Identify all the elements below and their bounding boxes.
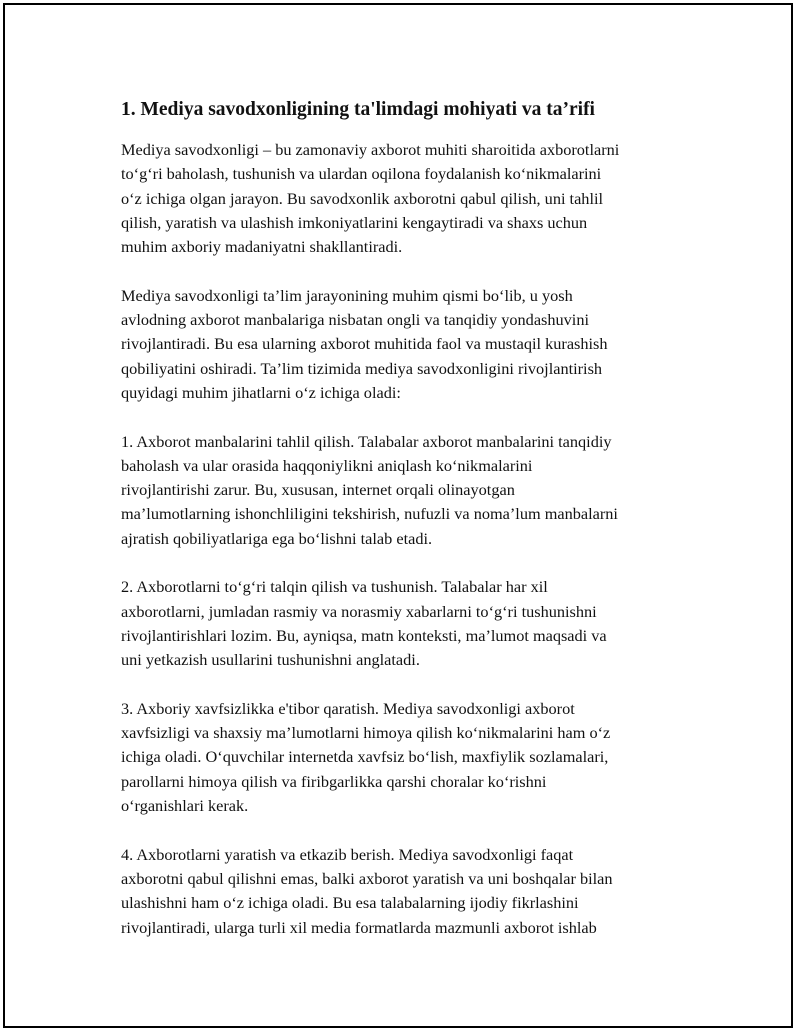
text-line: rivojlantiradi. Bu esa ularning axborot muhitida faol va mustaqil kurashish bbox=[121, 334, 608, 354]
text-line: ulashishni ham o‘z ichiga oladi. Bu esa talabalarning ijodiy fikrlashini bbox=[121, 893, 579, 913]
text-line: muhim axboriy madaniyatni shakllantiradi. bbox=[121, 237, 403, 257]
section-heading: 1. Mediya savodxonligining ta'limdagi mohiyati va ta’rifi bbox=[121, 99, 595, 120]
text-line: Mediya savodxonligi ta’lim jarayonining muhim qismi bo‘lib, u yosh bbox=[121, 285, 573, 305]
paragraph-point-2 bbox=[121, 575, 691, 672]
paragraph-point-1 bbox=[121, 430, 691, 551]
text-line: avlodning axborot manbalariga nisbatan ongli va tanqidiy yondashuvini bbox=[121, 310, 589, 330]
text-line: 3. Axboriy xavfsizlikka e'tibor qaratish. Mediya savodxonligi axborot bbox=[121, 698, 575, 718]
text-line: quyidagi muhim jihatlarni o‘z ichiga oladi: bbox=[121, 382, 401, 402]
paragraph-education-role bbox=[121, 284, 691, 405]
paragraph-point-4 bbox=[121, 843, 691, 940]
document-page bbox=[3, 3, 793, 1028]
document-body bbox=[121, 97, 691, 964]
text-line: ajratish qobiliyatlariga ega bo‘lishni talab etadi. bbox=[121, 528, 433, 548]
text-line: axborotni qabul qilishni emas, balki axborot yaratish va uni boshqalar bilan bbox=[121, 868, 613, 888]
text-line: Mediya savodxonligi – bu zamonaviy axborot muhiti sharoitida axborotlarni bbox=[121, 140, 620, 159]
text-line: 1. Axborot manbalarini tahlil qilish. Talabalar axborot manbalarini tanqidiy bbox=[121, 431, 612, 451]
text-line: o‘rganishlari kerak. bbox=[121, 796, 249, 816]
paragraph-point-3 bbox=[121, 697, 691, 818]
text-line: xavfsizligi va shaxsiy ma’lumotlarni himoya qilish ko‘nikmalarini ham o‘z bbox=[121, 723, 611, 743]
text-line: uni yetkazish usullarini tushunishni anglatadi. bbox=[121, 650, 420, 670]
paragraph-definition bbox=[121, 138, 691, 259]
text-line: o‘z ichiga olgan jarayon. Bu savodxonlik axborotni qabul qilish, uni tahlil bbox=[121, 188, 604, 208]
text-line: ma’lumotlarning ishonchliligini tekshirish, nufuzli va noma’lum manbalarni bbox=[121, 504, 618, 524]
text-line: parollarni himoya qilish va firibgarlikka qarshi choralar ko‘rishni bbox=[121, 771, 547, 791]
text-line: baholash va ular orasida haqqoniylikni aniqlash ko‘nikmalarini bbox=[121, 455, 533, 475]
text-line: rivojlantiradi, ularga turli xil media formatlarda mazmunli axborot ishlab bbox=[121, 917, 597, 937]
text-line: qobiliyatini oshiradi. Ta’lim tizimida mediya savodxonligini rivojlantirish bbox=[121, 358, 603, 378]
text-line: to‘g‘ri baholash, tushunish va ulardan oqilona foydalanish ko‘nikmalarini bbox=[121, 164, 602, 184]
text-line: rivojlantirishlari lozim. Bu, ayniqsa, matn konteksti, ma’lumot maqsadi va bbox=[121, 625, 607, 645]
text-line: ichiga oladi. O‘quvchilar internetda xavfsiz bo‘lish, maxfiylik sozlamalari, bbox=[121, 747, 609, 767]
text-line: axborotlarni, jumladan rasmiy va norasmiy xabarlarni to‘g‘ri tushunishni bbox=[121, 601, 597, 621]
text-line: qilish, yaratish va ulashish imkoniyatlarini kengaytiradi va shaxs uchun bbox=[121, 212, 588, 232]
text-line: 4. Axborotlarni yaratish va etkazib berish. Mediya savodxonligi faqat bbox=[121, 844, 574, 864]
text-line: rivojlantirishi zarur. Bu, xususan, internet orqali olinayotgan bbox=[121, 480, 515, 500]
text-line: 2. Axborotlarni to‘g‘ri talqin qilish va tushunish. Talabalar har xil bbox=[121, 577, 548, 597]
